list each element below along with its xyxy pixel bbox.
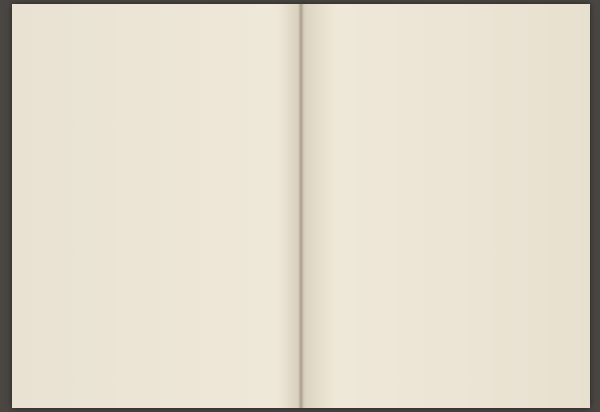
left-page	[12, 4, 301, 408]
right-page	[301, 4, 590, 408]
book-spread	[12, 4, 590, 408]
